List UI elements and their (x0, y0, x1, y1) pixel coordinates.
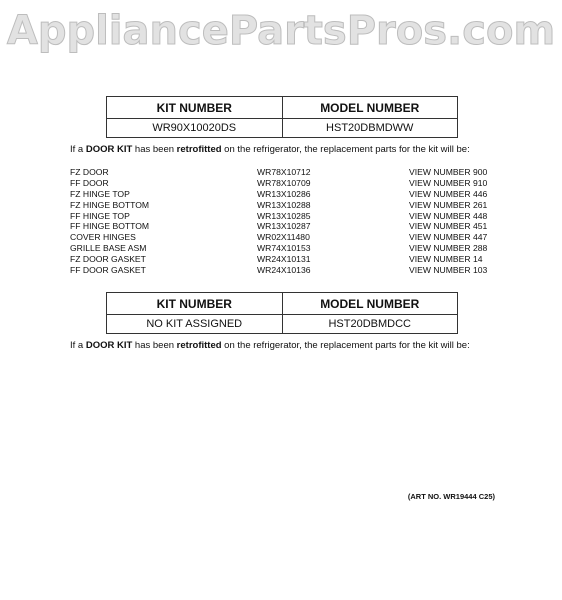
kit-number-header: KIT NUMBER (107, 97, 283, 119)
note-suffix: on the refrigerator, the replacement parts for the kit will be: (221, 340, 470, 351)
note-prefix: If a (70, 144, 86, 155)
retrofit-note-1 (70, 144, 510, 155)
note-middle: has been (132, 144, 177, 155)
part-name: FF HINGE BOTTOM (70, 221, 150, 232)
part-number: WR13X10287 (257, 221, 311, 232)
view-number: VIEW NUMBER 288 (409, 243, 488, 254)
part-number: WR13X10286 (257, 188, 311, 199)
note-retrofitted: retrofitted (176, 144, 222, 155)
view-number: VIEW NUMBER 451 (409, 221, 488, 232)
part-name: GRILLE BASE ASM (70, 243, 147, 254)
part-name: FZ DOOR (70, 167, 109, 177)
kit-number-header: KIT NUMBER (107, 293, 283, 315)
part-row (70, 167, 510, 178)
view-number: VIEW NUMBER 446 (409, 188, 488, 199)
part-number: WR24X10136 (257, 265, 311, 276)
view-number: VIEW NUMBER 14 (409, 254, 483, 265)
model-number-header: MODEL NUMBER (282, 97, 458, 119)
part-row (70, 221, 510, 232)
part-name: COVER HINGES (70, 232, 136, 243)
part-number: WR02X11480 (257, 232, 310, 243)
model-number-value: HST20DBMDWW (282, 119, 458, 138)
part-row (70, 200, 510, 211)
view-number: VIEW NUMBER 900 (409, 167, 488, 177)
part-name: FZ HINGE BOTTOM (70, 199, 150, 210)
model-number-header: MODEL NUMBER (282, 293, 458, 315)
part-row (70, 254, 510, 265)
part-row (70, 178, 510, 189)
kit-number-value: WR90X10020DS (107, 119, 283, 138)
view-number: VIEW NUMBER 261 (409, 199, 488, 210)
part-number: WR13X10288 (257, 199, 311, 210)
note-prefix: If a (70, 340, 86, 351)
art-number: (ART NO. WR19444 C25) (407, 492, 495, 501)
view-number: VIEW NUMBER 448 (409, 210, 488, 221)
view-number: VIEW NUMBER 910 (409, 177, 488, 188)
part-name: FF DOOR (70, 177, 109, 188)
retrofit-note-2 (70, 340, 510, 351)
part-row (70, 211, 510, 222)
site-watermark: AppliancePartsPros.com (6, 8, 556, 54)
note-middle: has been (132, 340, 177, 351)
note-door-kit: DOOR KIT (85, 144, 133, 155)
part-name: FF HINGE TOP (70, 210, 130, 221)
part-name: FF DOOR GASKET (70, 265, 146, 276)
note-suffix: on the refrigerator, the replacement parts for the kit will be: (221, 144, 470, 155)
part-name: FZ DOOR GASKET (70, 254, 146, 265)
part-name: FZ HINGE TOP (70, 188, 130, 199)
part-number: WR78X10712 (257, 167, 311, 177)
kit-table-1 (106, 96, 458, 138)
part-row (70, 265, 510, 276)
part-number: WR78X10709 (257, 177, 311, 188)
part-number: WR13X10285 (257, 210, 311, 221)
note-door-kit: DOOR KIT (85, 340, 133, 351)
part-row (70, 232, 510, 243)
part-row (70, 243, 510, 254)
kit-number-value: NO KIT ASSIGNED (107, 315, 283, 334)
model-number-value: HST20DBMDCC (282, 315, 458, 334)
view-number: VIEW NUMBER 447 (409, 232, 488, 243)
part-row (70, 189, 510, 200)
part-number: WR24X10131 (257, 254, 311, 265)
part-number: WR74X10153 (257, 243, 311, 254)
note-retrofitted: retrofitted (176, 340, 222, 351)
kit-table-2 (106, 292, 458, 334)
view-number: VIEW NUMBER 103 (409, 265, 488, 276)
parts-list (70, 167, 510, 276)
